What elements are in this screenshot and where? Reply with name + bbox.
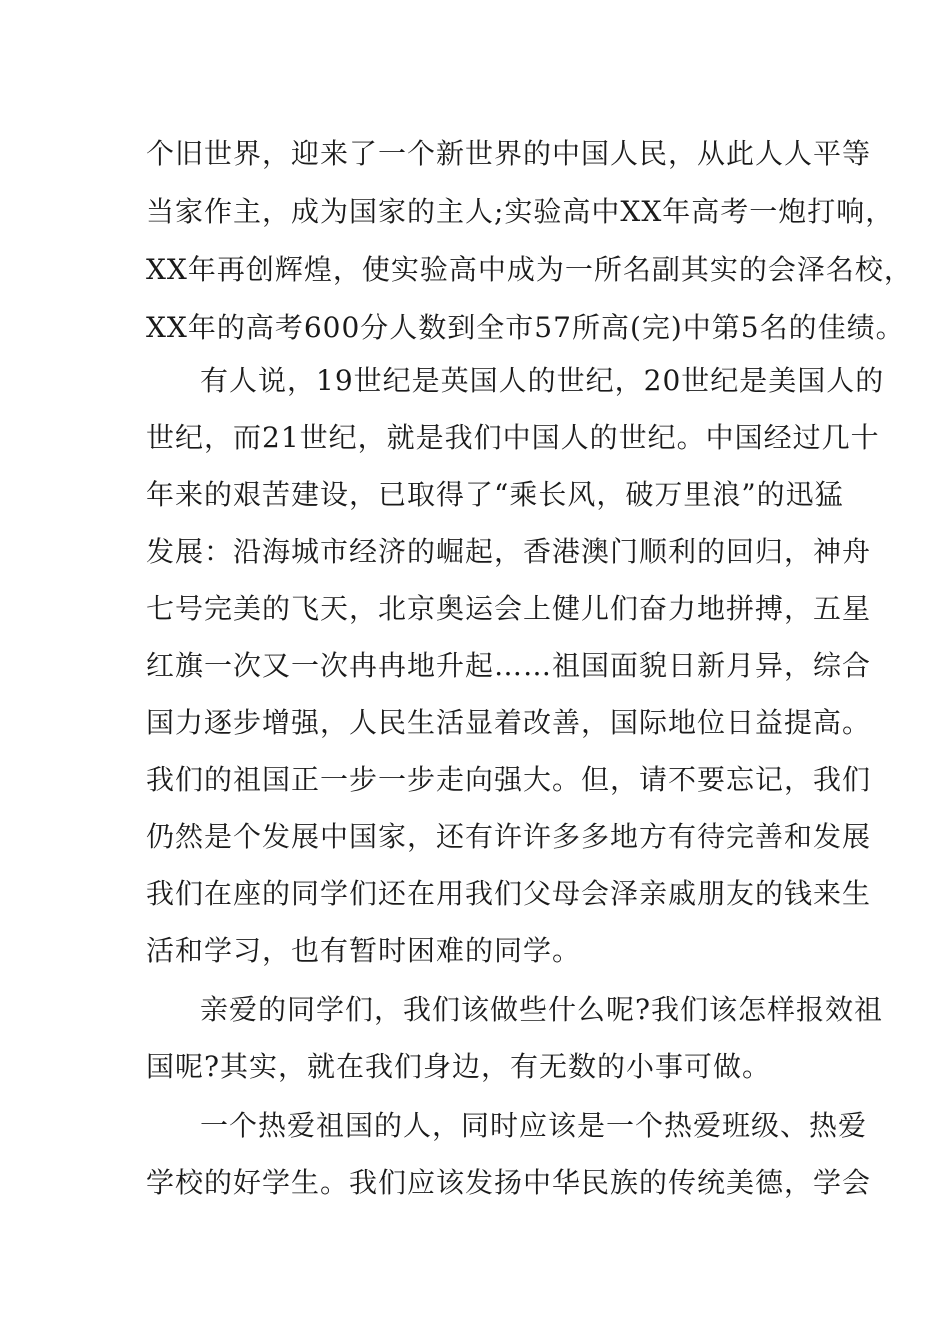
text-line: XX年再创辉煌，使实验高中成为一所名副其实的会泽名校， [146, 253, 913, 286]
text-line: 有人说，19世纪是英国人的世纪，20世纪是美国人的 [200, 364, 885, 397]
text-line: XX年的高考600分人数到全市57所高(完)中第5名的佳绩。 [146, 311, 905, 344]
text-line: 我们的祖国正一步一步走向强大。但，请不要忘记，我们 [146, 763, 872, 796]
text-line: 国力逐步增强，人民生活显着改善，国际地位日益提高。 [146, 706, 872, 739]
text-line: 亲爱的同学们，我们该做些什么呢?我们该怎样报效祖 [200, 993, 884, 1026]
text-line: 红旗一次又一次冉冉地升起……祖国面貌日新月异，综合 [146, 649, 872, 682]
text-line: 个旧世界，迎来了一个新世界的中国人民，从此人人平等 [146, 137, 872, 170]
text-line: 世纪，而21世纪，就是我们中国人的世纪。中国经过几十 [146, 421, 880, 454]
text-line: 当家作主，成为国家的主人;实验高中XX年高考一炮打响， [146, 195, 895, 228]
text-line: 国呢?其实，就在我们身边，有无数的小事可做。 [146, 1050, 772, 1083]
text-line: 年来的艰苦建设，已取得了“乘长风，破万里浪”的迅猛 [146, 478, 844, 511]
text-line: 学校的好学生。我们应该发扬中华民族的传统美德，学会 [146, 1166, 872, 1199]
text-line: 发展：沿海城市经济的崛起，香港澳门顺利的回归，神舟 [146, 535, 872, 568]
text-line: 活和学习，也有暂时困难的同学。 [146, 934, 582, 967]
text-line: 仍然是个发展中国家，还有许许多多地方有待完善和发展 [146, 820, 872, 853]
text-line: 一个热爱祖国的人，同时应该是一个热爱班级、热爱 [200, 1109, 868, 1142]
text-line: 我们在座的同学们还在用我们父母会泽亲戚朋友的钱来生 [146, 877, 872, 910]
text-line: 七号完美的飞天，北京奥运会上健儿们奋力地拼搏，五星 [146, 592, 872, 625]
